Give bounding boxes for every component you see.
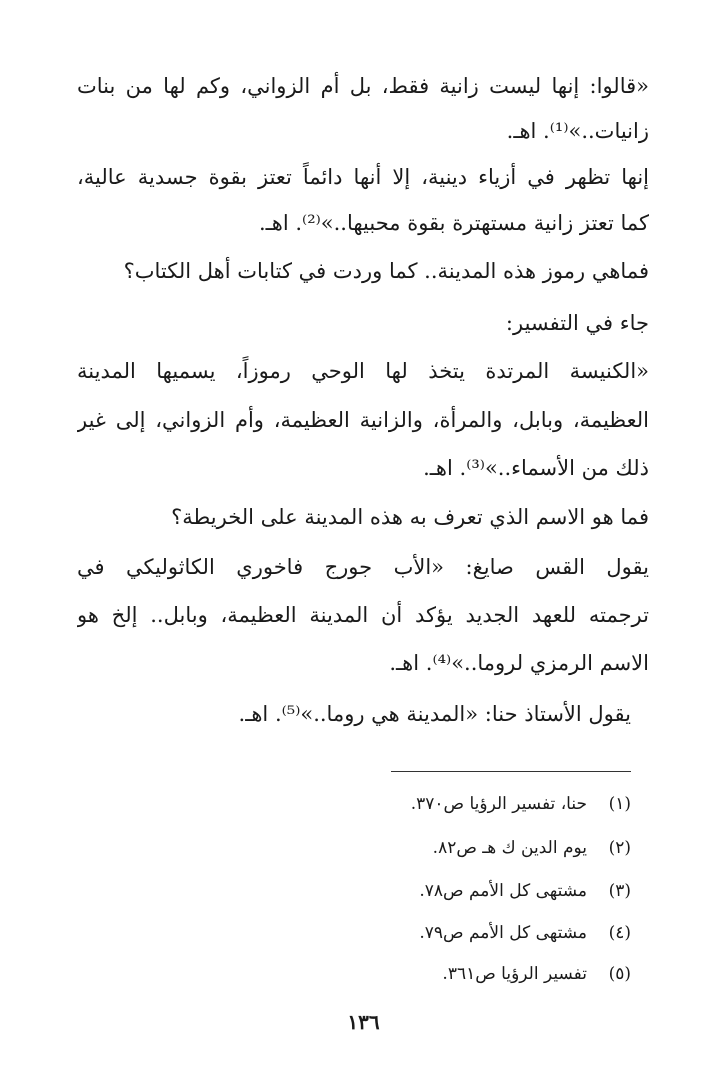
footnote-text: مشتهى كل الأمم ص٧٨. xyxy=(419,881,587,901)
footnote-number: (٢) xyxy=(608,838,631,858)
body-line: «قالوا: إنها ليست زانية فقط، بل أم الزواني، وكم لها من بنات xyxy=(77,74,649,98)
body-line: فما هو الاسم الذي تعرف به هذه المدينة على الخريطة؟ xyxy=(171,505,649,529)
footnote-text: مشتهى كل الأمم ص٧٩. xyxy=(419,923,587,943)
body-line: جاء في التفسير: xyxy=(505,311,649,335)
footnote-number: (٤) xyxy=(608,923,631,943)
footnote-number: (١) xyxy=(608,794,631,814)
footnote-text: يوم الدين ك هـ ص٨٢. xyxy=(432,838,587,858)
body-line: يقول القس صايغ: «الأب جورج فاخوري الكاثوليكي في xyxy=(77,555,649,579)
body-line: فماهي رموز هذه المدينة.. كما وردت في كتابات أهل الكتاب؟ xyxy=(123,259,649,283)
footnote-number: (٣) xyxy=(608,881,631,901)
footnote-divider xyxy=(391,771,631,772)
body-line: زانيات..»⁽¹⁾. اهـ. xyxy=(506,119,649,143)
footnote-number: (٥) xyxy=(608,964,631,984)
page-number: ١٣٦ xyxy=(347,1010,380,1034)
footnote xyxy=(111,876,631,906)
footnote xyxy=(111,789,631,819)
body-line: العظيمة، وبابل، والمرأة، والزانية العظيمة، وأم الزواني، إلى غير xyxy=(77,408,649,432)
body-line: الاسم الرمزي لروما..»⁽⁴⁾. اهـ. xyxy=(389,651,649,675)
footnote xyxy=(111,959,631,989)
body-line: إنها تظهر في أزياء دينية، إلا أنها دائماً تعتز بقوة جسدية عالية، xyxy=(77,165,649,189)
body-line: يقول الأستاذ حنا: «المدينة هي روما..»⁽⁵⁾. اهـ. xyxy=(238,702,631,726)
body-line: كما تعتز زانية مستهترة بقوة محبيها..»⁽²⁾. اهـ. xyxy=(258,211,649,235)
footnote xyxy=(111,833,631,863)
footnote-text: حنا، تفسير الرؤيا ص٣٧٠. xyxy=(410,794,587,814)
footnote-text: تفسير الرؤيا ص٣٦١. xyxy=(442,964,587,984)
body-line: «الكنيسة المرتدة يتخذ لها الوحي رموزاً، يسميها المدينة xyxy=(77,359,649,383)
body-line: ترجمته للعهد الجديد يؤكد أن المدينة العظيمة، وبابل.. إلخ هو xyxy=(77,603,649,627)
body-line: ذلك من الأسماء..»⁽³⁾. اهـ. xyxy=(423,456,649,480)
footnote xyxy=(111,918,631,948)
